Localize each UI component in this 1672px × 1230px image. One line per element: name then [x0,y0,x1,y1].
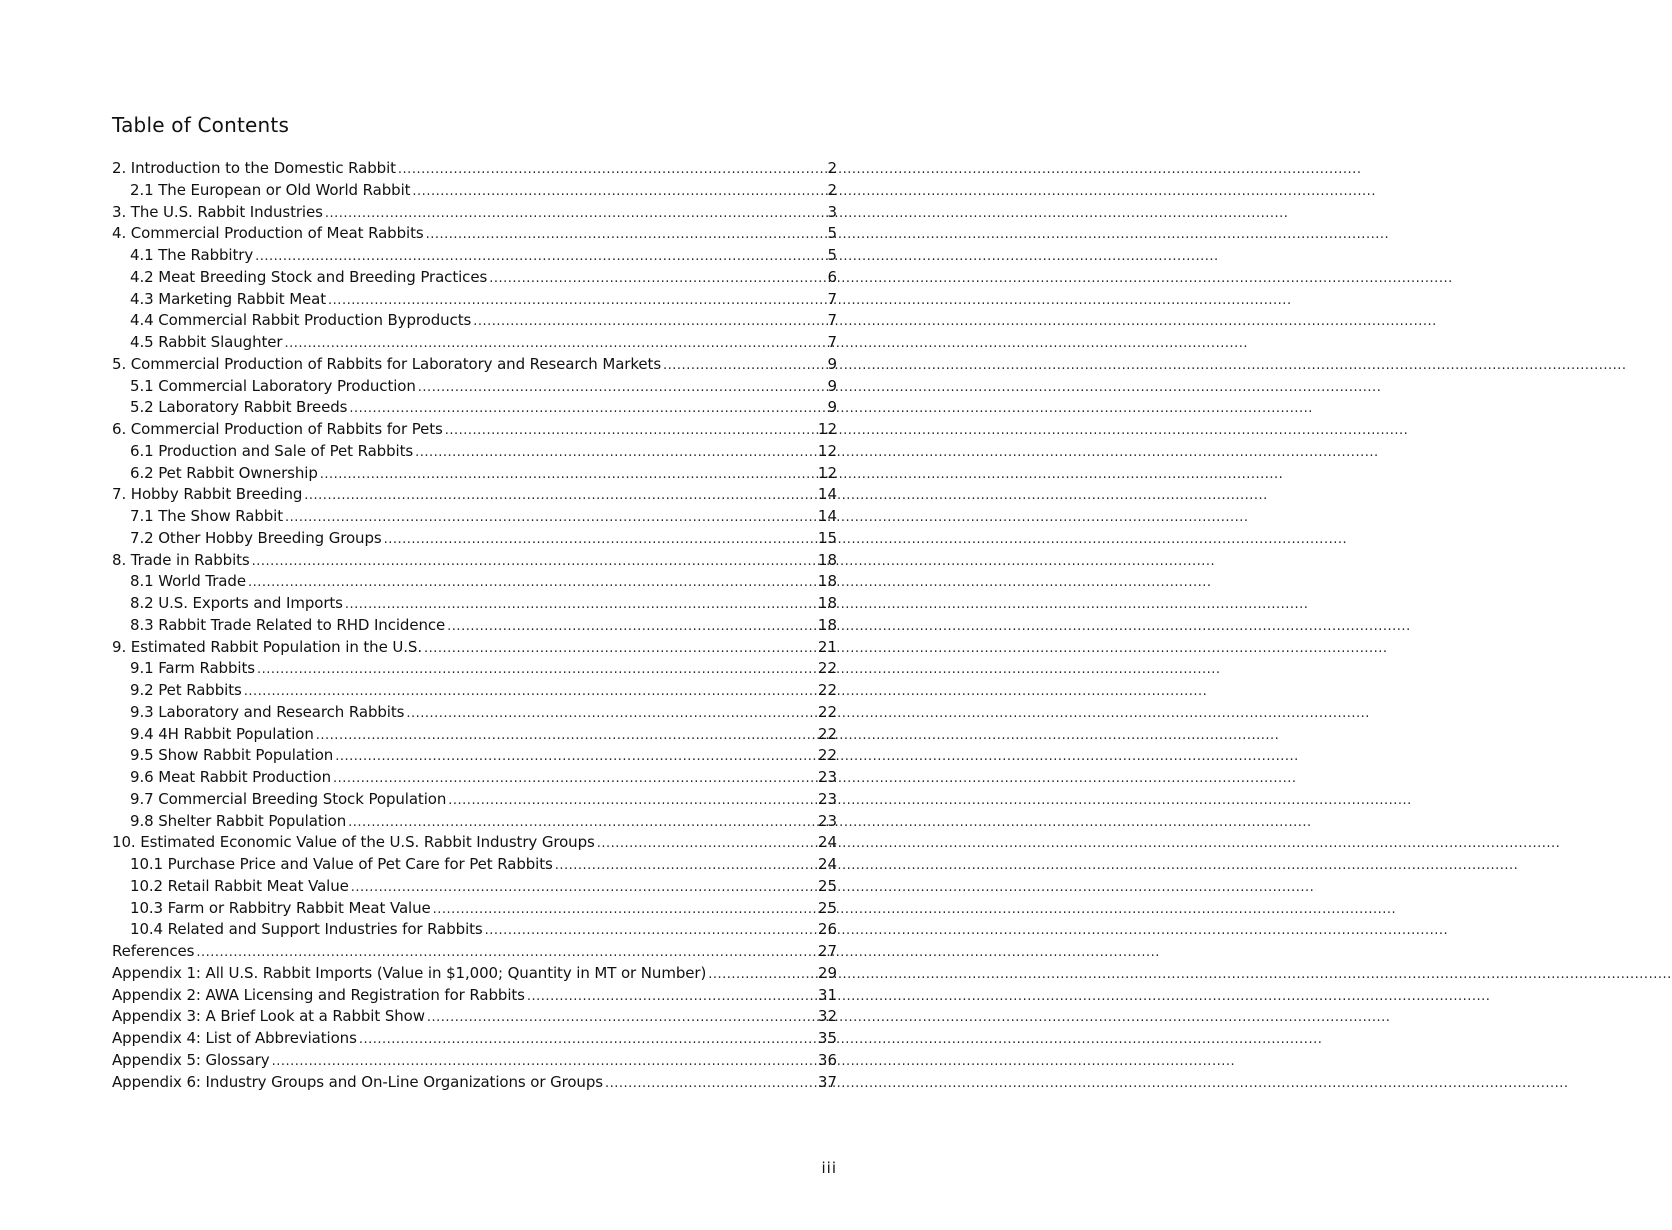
toc-entry-page-number: 22 [817,724,837,743]
toc-entry[interactable] [112,463,837,485]
dot-leader [433,899,816,921]
toc-entry[interactable] [112,702,837,724]
dot-leader [248,572,816,594]
toc-entry[interactable] [112,941,837,963]
toc-entry[interactable] [112,354,837,376]
dot-leader [244,681,816,703]
toc-entry-title: 9.8 Shelter Rabbit Population [130,811,347,830]
toc-entry[interactable] [112,506,837,528]
toc-entry[interactable] [112,637,837,659]
toc-entry-page-number: 2 [827,159,837,177]
toc-entry-title: Appendix 3: A Brief Look at a Rabbit Show [112,1007,425,1026]
dot-leader [345,594,816,616]
toc-entry[interactable] [112,397,837,419]
toc-entry[interactable] [112,985,837,1007]
toc-entry-title: 5.1 Commercial Laboratory Production [130,376,416,395]
toc-entry-title: 7.2 Other Hobby Breeding Groups [130,528,382,547]
toc-entry[interactable] [112,441,837,463]
toc-entry-title: 4.3 Marketing Rabbit Meat [130,289,327,308]
page-number: iii [821,1159,837,1177]
toc-entry[interactable] [112,789,837,811]
toc-entry-page-number: 12 [817,420,837,438]
toc-entry-page-number: 18 [817,615,837,634]
dot-leader [333,768,816,790]
toc-entry-title: Appendix 5: Glossary [112,1050,270,1069]
toc-entry[interactable] [112,180,837,202]
toc-entry-page-number: 12 [817,441,837,460]
toc-entry[interactable] [112,898,837,920]
dot-leader [359,1029,816,1051]
toc-entry[interactable] [112,615,837,637]
toc-entry[interactable] [112,724,837,746]
dot-leader [285,507,816,529]
toc-entry-page-number: 37 [817,1072,837,1091]
dot-leader [316,725,816,747]
toc-entry[interactable] [112,680,837,702]
dot-leader [384,529,816,551]
dot-leader [447,616,816,638]
toc-entry-title: 8.2 U.S. Exports and Imports [130,594,343,612]
dot-leader [485,920,816,942]
dot-leader [555,855,816,877]
dot-leader [426,224,826,246]
toc-entry-title: 10. Estimated Economic Value of the U.S. Rabbit Industry Groups [112,833,595,852]
dot-leader [196,942,816,964]
toc-entry-title: Appendix 6: Industry Groups and On-Line Organizations or Groups [112,1072,603,1091]
toc-entry[interactable] [112,767,837,789]
toc-entry-title: Appendix 2: AWA Licensing and Registration for Rabbits [112,985,525,1004]
dot-leader [349,398,825,420]
toc-entry-title: 9.1 Farm Rabbits [130,659,255,678]
toc-entry-page-number: 15 [817,528,837,547]
toc-entry-title: 6.1 Production and Sale of Pet Rabbits [130,441,414,460]
toc-entry-page-number: 7 [827,311,837,330]
toc-entry-title: 4.5 Rabbit Slaughter [130,333,283,351]
toc-entry-page-number: 7 [827,289,837,308]
toc-entry-title: 3. The U.S. Rabbit Industries [112,202,323,221]
toc-entry[interactable] [112,332,837,354]
toc-entry-page-number: 24 [817,855,837,873]
toc-entry[interactable] [112,963,837,985]
toc-entry-page-number: 18 [817,550,837,569]
toc-entry[interactable] [112,658,837,680]
toc-entry[interactable] [112,158,837,180]
toc-entry-title: 9.6 Meat Rabbit Production [130,768,331,786]
dot-leader [424,638,816,660]
toc-entry[interactable] [112,310,837,332]
toc-entry-page-number: 27 [817,942,837,960]
toc-entry[interactable] [112,528,837,550]
toc-entry-page-number: 14 [817,507,837,525]
dot-leader [412,181,825,203]
toc-entry-title: 4.4 Commercial Rabbit Production Byproducts [130,311,472,330]
toc-entry[interactable] [112,593,837,615]
dot-leader [527,986,816,1008]
toc-entry-title: 2. Introduction to the Domestic Rabbit [112,159,396,177]
dot-leader [708,964,816,986]
dot-leader [445,420,816,442]
toc-entry[interactable] [112,223,837,245]
toc-entry[interactable] [112,1050,837,1072]
dot-leader [448,790,816,812]
toc-entry[interactable] [112,1006,837,1028]
dot-leader [304,485,816,507]
toc-entry-page-number: 3 [827,202,837,221]
dot-leader [427,1007,816,1029]
toc-entry-title: 9.5 Show Rabbit Population [130,746,334,765]
toc-entry-page-number: 14 [817,485,837,504]
toc-entry-page-number: 25 [817,876,837,895]
toc-entry[interactable] [112,245,837,267]
toc-entry-page-number: 18 [817,594,837,612]
toc-entry[interactable] [112,811,837,833]
toc-entry-title: 4. Commercial Production of Meat Rabbits [112,224,424,243]
toc-entry-page-number: 9 [827,398,837,417]
toc-entry[interactable] [112,202,837,224]
toc-entry-title: 8.3 Rabbit Trade Related to RHD Incidence [130,615,446,634]
dot-leader [255,246,825,268]
toc-entry-page-number: 6 [827,267,837,286]
toc-list [112,158,837,1093]
toc-entry-page-number: 5 [827,224,837,243]
dot-leader [252,551,816,573]
toc-entry-title: 8.1 World Trade [130,572,246,591]
dot-leader [284,333,825,355]
dot-leader [415,442,816,464]
toc-entry-title: 7. Hobby Rabbit Breeding [112,485,303,504]
toc-entry[interactable] [112,419,837,441]
toc-entry[interactable] [112,571,837,593]
dot-leader [473,311,825,333]
toc-entry-title: 10.4 Related and Support Industries for Rabbits [130,920,483,939]
dot-leader [335,746,816,768]
toc-entry-page-number: 5 [827,246,837,264]
toc-entry[interactable] [112,1028,837,1050]
toc-entry-page-number: 35 [817,1029,837,1047]
toc-entry[interactable] [112,1072,837,1094]
toc-entry-page-number: 32 [817,1007,837,1026]
toc-entry-page-number: 23 [817,811,837,830]
toc-entry[interactable] [112,876,837,898]
toc-entry[interactable] [112,289,837,311]
toc-entry-page-number: 9 [827,354,837,373]
toc-entry[interactable] [112,376,837,398]
toc-entry[interactable] [112,550,837,572]
toc-entry-page-number: 21 [817,637,837,656]
toc-entry-title: 9.4 4H Rabbit Population [130,724,314,743]
toc-entry-title: 2.1 The European or Old World Rabbit [130,180,411,199]
dot-leader [272,1051,816,1073]
toc-entry-title: 10.2 Retail Rabbit Meat Value [130,876,349,895]
dot-leader [348,812,816,834]
dot-leader [489,268,825,290]
toc-entry-page-number: 12 [817,463,837,482]
toc-entry-page-number: 31 [817,985,837,1004]
toc-entry-title: 7.1 The Show Rabbit [130,507,284,525]
toc-entry-title: Appendix 1: All U.S. Rabbit Imports (Value in $1,000; Quantity in MT or Number) [112,963,707,982]
dot-leader [418,377,826,399]
toc-entry[interactable] [112,854,837,876]
page-title: Table of Contents [112,113,290,137]
dot-leader [351,877,816,899]
toc-entry-title: 9.2 Pet Rabbits [130,681,242,699]
dot-leader [320,464,816,486]
toc-entry-title: 10.1 Purchase Price and Value of Pet Care for Pet Rabbits [130,855,553,873]
toc-entry-title: 5. Commercial Production of Rabbits for Laboratory and Research Markets [112,354,662,373]
dot-leader [398,159,826,181]
toc-entry-title: 4.2 Meat Breeding Stock and Breeding Practices [130,267,488,286]
toc-entry-page-number: 2 [827,180,837,199]
dot-leader [406,703,816,725]
toc-entry-page-number: 36 [817,1050,837,1069]
toc-entry-title: References [112,942,195,960]
toc-entry-title: 9.7 Commercial Breeding Stock Population [130,789,447,808]
toc-entry[interactable] [112,267,837,289]
toc-entry-page-number: 9 [827,376,837,395]
toc-entry-title: 10.3 Farm or Rabbitry Rabbit Meat Value [130,898,431,917]
dot-leader [597,833,816,855]
toc-entry-title: 8. Trade in Rabbits [112,550,250,569]
toc-entry-page-number: 23 [817,768,837,786]
toc-entry[interactable] [112,919,837,941]
toc-entry-page-number: 7 [827,333,837,351]
toc-entry-title: 6.2 Pet Rabbit Ownership [130,463,318,482]
toc-entry-title: 9. Estimated Rabbit Population in the U.S. [112,637,423,656]
toc-entry-title: 6. Commercial Production of Rabbits for Pets [112,420,443,438]
dot-leader [663,355,825,377]
dot-leader [328,290,825,312]
toc-entry-title: Appendix 4: List of Abbreviations [112,1029,357,1047]
toc-entry-page-number: 26 [817,920,837,939]
toc-entry-page-number: 22 [817,702,837,721]
dot-leader [605,1073,816,1095]
toc-entry-title: 5.2 Laboratory Rabbit Breeds [130,398,348,417]
toc-entry-page-number: 24 [817,833,837,852]
toc-entry-page-number: 29 [817,963,837,982]
dot-leader [257,659,816,681]
toc-entry[interactable] [112,484,837,506]
toc-entry[interactable] [112,832,837,854]
toc-entry-page-number: 22 [817,659,837,678]
toc-entry-page-number: 22 [817,681,837,699]
toc-entry-page-number: 22 [817,746,837,765]
toc-entry-title: 9.3 Laboratory and Research Rabbits [130,702,405,721]
dot-leader [325,203,826,225]
toc-entry-page-number: 18 [817,572,837,591]
toc-entry-title: 4.1 The Rabbitry [130,246,254,264]
toc-entry-page-number: 25 [817,898,837,917]
toc-entry[interactable] [112,745,837,767]
toc-entry-page-number: 23 [817,789,837,808]
